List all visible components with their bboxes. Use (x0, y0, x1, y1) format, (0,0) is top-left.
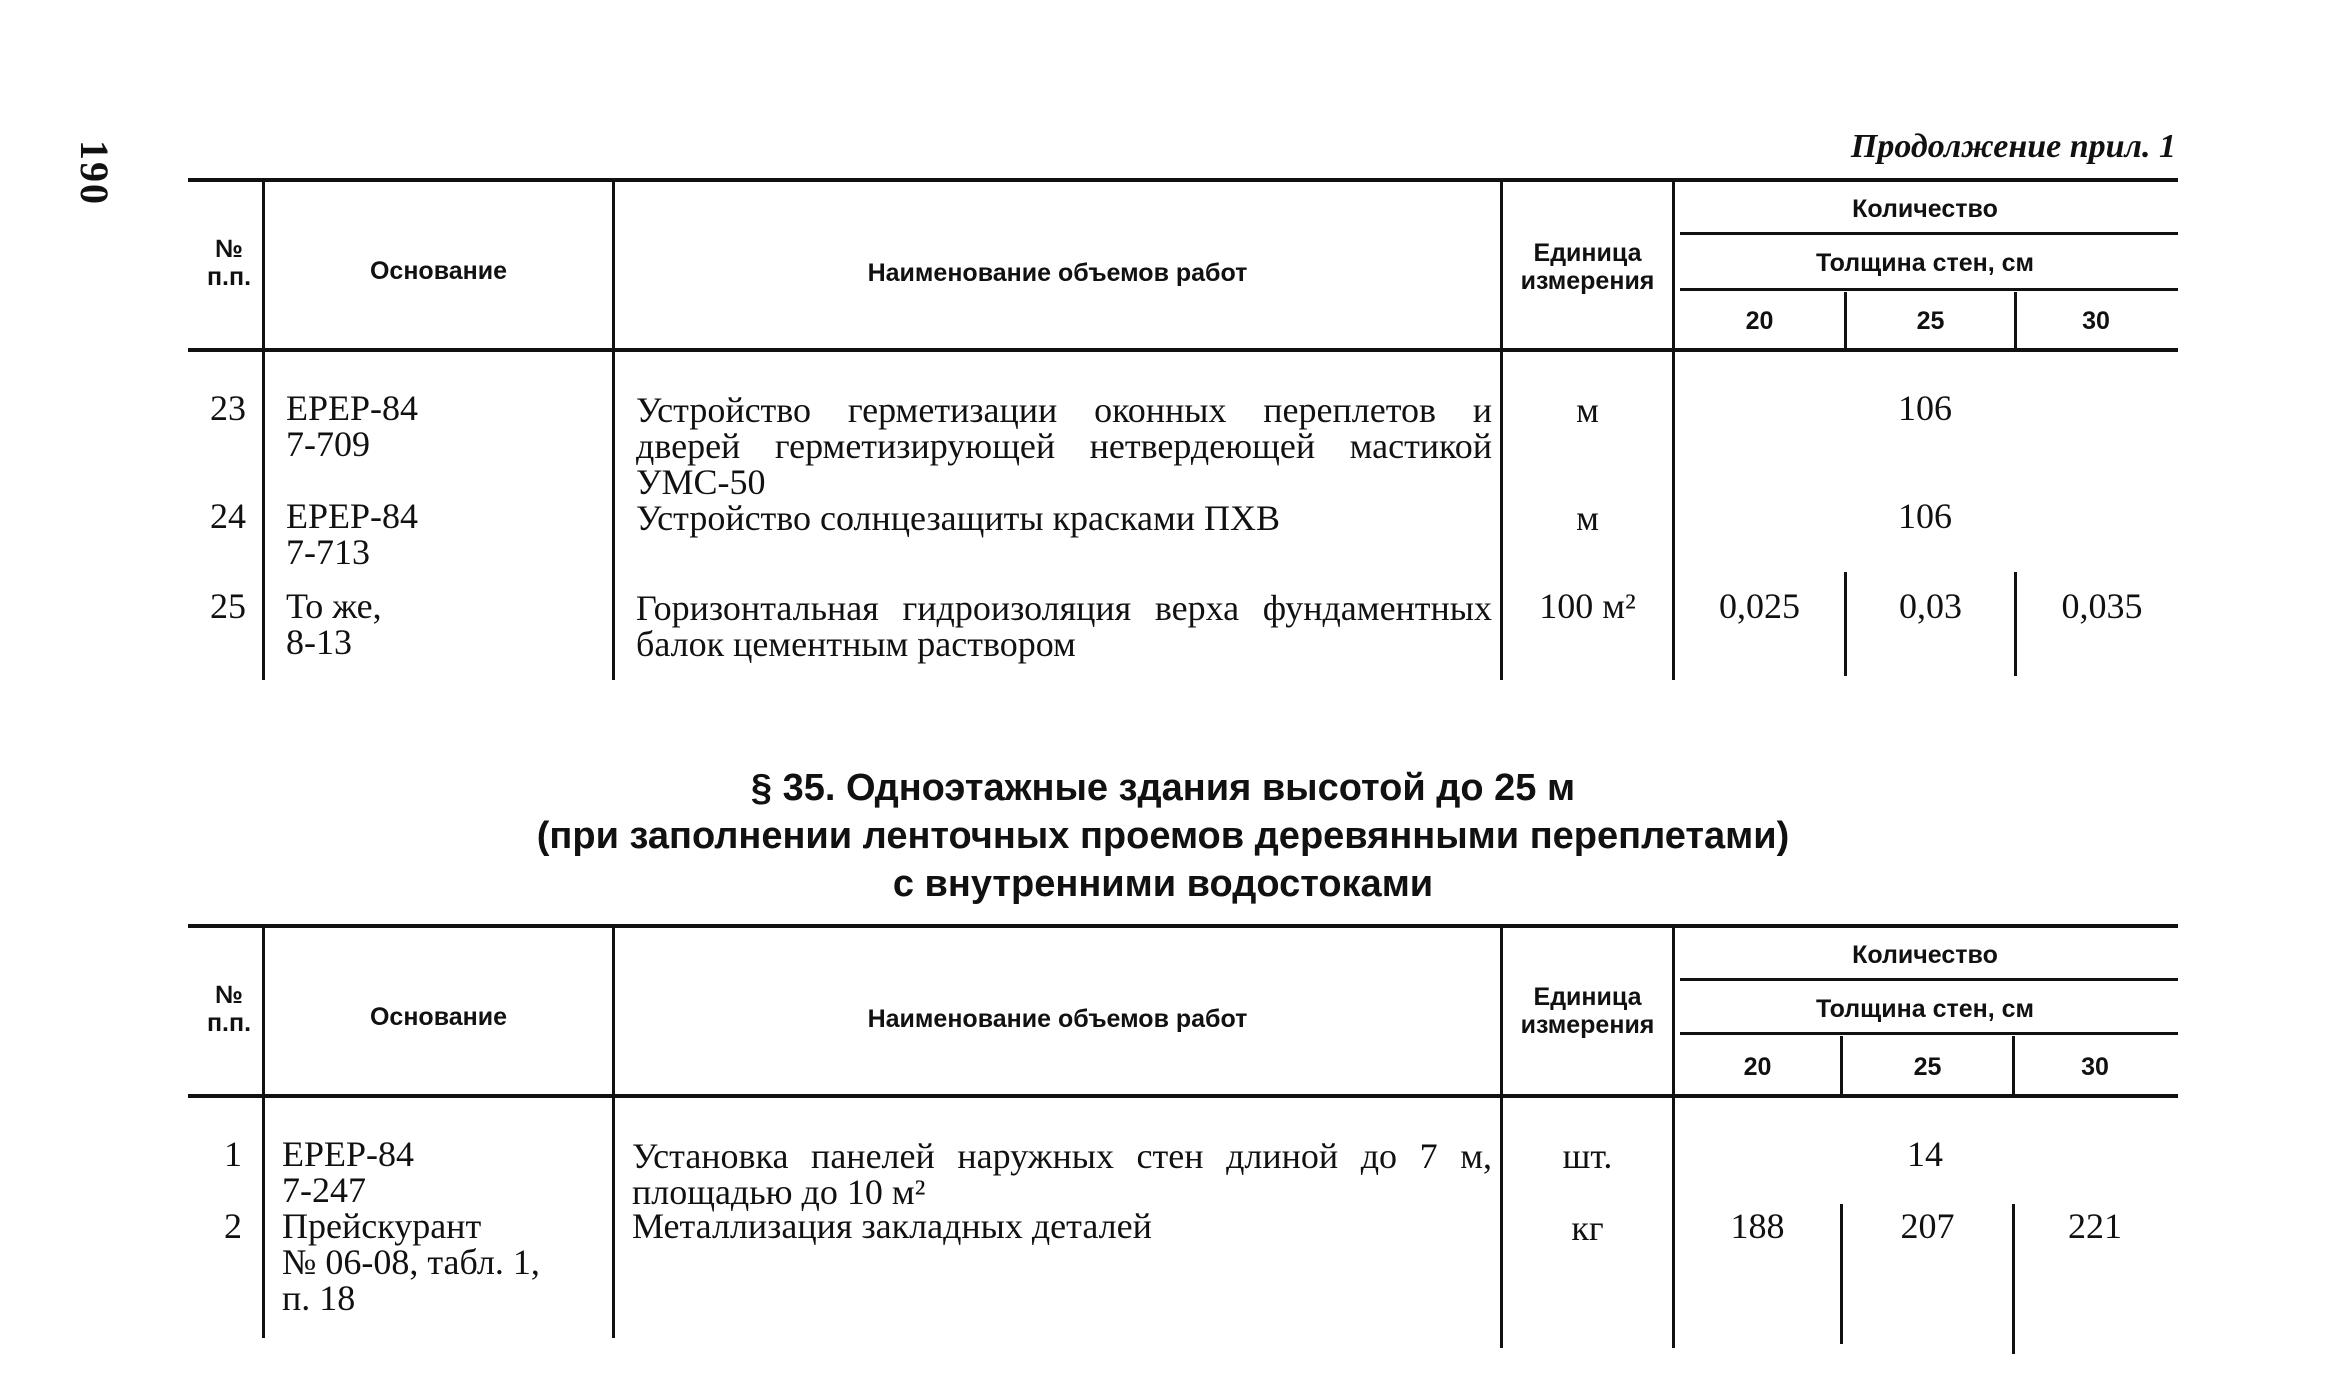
header-quantity: Количество (1852, 195, 1998, 223)
row-unit: м (1576, 390, 1599, 430)
table1-vline (262, 352, 265, 680)
row-value-20: 188 (1730, 1206, 1785, 1246)
header-col-30: 30 (2081, 1053, 2109, 1081)
header-unit: Единица измерения (1520, 983, 1655, 1039)
header-name: Наименование объемов работ (867, 259, 1248, 287)
table2-header-rule (188, 1094, 2178, 1098)
table1-header-rule (188, 348, 2178, 352)
row-name: Установка панелей наружных стен длиной до 7 м, площадью до 10 м² (632, 1136, 1492, 1212)
row-basis: ЕРЕР-84 7-709 (286, 388, 419, 464)
table2-thickness-rule (1680, 1032, 2178, 1035)
row-quantity: 106 (1898, 496, 1952, 536)
row-quantity: 14 (1907, 1134, 1943, 1174)
table2-qty-rule (1680, 978, 2178, 981)
row-unit: 100 м² (1539, 586, 1636, 626)
row-value-30: 0,035 (2061, 586, 2143, 626)
section-title-line2: (при заполнении ленточных проемов деревянными переплетами) (536, 815, 1790, 857)
header-basis: Основание (369, 257, 508, 285)
row-name: Устройство герметизации оконных переплетов и дверей герметизирующей нетвердеющей мастикой УМС-50 (636, 390, 1492, 502)
header-col-20: 20 (1745, 307, 1774, 335)
row-number: 24 (210, 496, 246, 536)
header-quantity: Количество (1852, 941, 1998, 969)
section-title-line1: § 35. Одноэтажные здания высотой до 25 м (750, 767, 1576, 809)
table2-vline (612, 1098, 615, 1338)
header-unit: Единица измерения (1520, 239, 1655, 295)
row-name: Металлизация закладных деталей (632, 1206, 1152, 1246)
row-value-30: 221 (2068, 1206, 2122, 1246)
row-number: 25 (210, 586, 246, 626)
continuation-note: Продолжение прил. 1 (1850, 128, 2176, 165)
header-col-25: 25 (1916, 307, 1945, 335)
row-basis: Прейскурант № 06-08, табл. 1, п. 18 (282, 1206, 540, 1318)
row-name: Устройство солнцезащиты красками ПХВ (636, 498, 1280, 538)
table1-thickness-rule (1680, 288, 2178, 291)
header-basis: Основание (369, 1003, 508, 1031)
row-value-25: 207 (1900, 1206, 1955, 1246)
row-basis: ЕРЕР-84 7-713 (286, 496, 419, 572)
table1-qty-rule (1680, 232, 2178, 235)
row-unit: шт. (1562, 1136, 1613, 1176)
header-thickness: Толщина стен, см (1815, 249, 2035, 277)
row-number: 1 (224, 1134, 242, 1174)
row-number: 23 (210, 388, 246, 428)
page-number: 190 (72, 140, 117, 206)
table1-vline (612, 352, 615, 680)
row-number: 2 (224, 1206, 242, 1246)
row-unit: м (1576, 498, 1599, 538)
header-num: № п.п. (206, 981, 252, 1037)
row-value-20: 0,025 (1719, 586, 1800, 626)
row-quantity: 106 (1898, 388, 1952, 428)
section-title-line3: с внутренними водостоками (892, 863, 1434, 905)
header-col-25: 25 (1913, 1053, 1942, 1081)
row-basis: То же, 8-13 (286, 586, 382, 662)
row-unit: кг (1571, 1208, 1604, 1248)
header-col-20: 20 (1743, 1053, 1772, 1081)
header-name: Наименование объемов работ (867, 1005, 1248, 1033)
header-num: № п.п. (206, 235, 252, 291)
table2-top-rule (188, 924, 2178, 928)
row-name: Горизонтальная гидроизоляция верха фундаментных балок цементным раствором (636, 588, 1492, 664)
row-basis: ЕРЕР-84 7-247 (282, 1134, 415, 1210)
row-value-25: 0,03 (1899, 586, 1962, 626)
header-thickness: Толщина стен, см (1815, 995, 2035, 1023)
table1-top-rule (188, 178, 2178, 182)
table2-vline (262, 1098, 265, 1338)
header-col-30: 30 (2082, 307, 2110, 335)
